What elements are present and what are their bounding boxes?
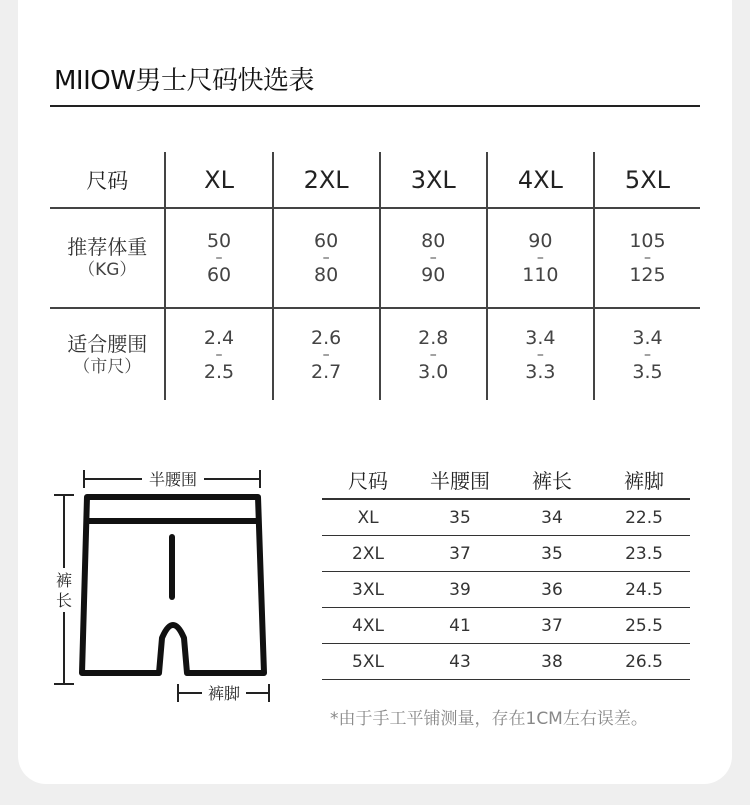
weight-max: 80 bbox=[314, 264, 339, 286]
col-header-leg-opening: 裤脚 bbox=[624, 468, 664, 493]
cell-length: 35 bbox=[541, 543, 563, 564]
cell-length: 38 bbox=[541, 651, 563, 672]
size-col-4xl: 4XL bbox=[486, 152, 593, 207]
table-row bbox=[322, 500, 690, 536]
waist-max: 3.3 bbox=[525, 360, 556, 383]
weight-max: 90 bbox=[421, 264, 446, 286]
weight-cell bbox=[593, 209, 700, 307]
waist-cell bbox=[593, 309, 700, 400]
range-dash: – bbox=[429, 250, 437, 266]
weight-cell bbox=[164, 209, 271, 307]
size-quick-table bbox=[50, 152, 700, 398]
cell-leg-opening: 25.5 bbox=[625, 615, 663, 636]
weight-label-cell bbox=[50, 209, 164, 307]
cell-half-waist: 41 bbox=[449, 615, 471, 636]
waist-max: 3.0 bbox=[418, 360, 449, 383]
cell-size: 4XL bbox=[352, 615, 384, 636]
size-col-5xl: 5XL bbox=[593, 152, 700, 207]
weight-min: 105 bbox=[629, 230, 666, 252]
range-dash: – bbox=[536, 250, 544, 266]
size-col-2xl: 2XL bbox=[272, 152, 379, 207]
weight-max: 60 bbox=[206, 264, 232, 286]
cell-size: 3XL bbox=[352, 579, 384, 600]
weight-cell bbox=[272, 209, 379, 307]
shorts-measurement-diagram bbox=[50, 460, 280, 710]
cell-half-waist: 37 bbox=[449, 543, 471, 564]
waist-min: 2.4 bbox=[203, 326, 235, 349]
weight-max: 125 bbox=[629, 264, 666, 286]
size-header-row bbox=[50, 152, 700, 209]
waist-max: 2.5 bbox=[203, 360, 235, 383]
half-waist-label: 半腰围 bbox=[148, 470, 198, 489]
weight-min: 50 bbox=[206, 230, 232, 252]
weight-cell bbox=[486, 209, 593, 307]
table-row bbox=[322, 644, 690, 680]
cell-leg-opening: 22.5 bbox=[625, 507, 663, 528]
waist-max: 3.5 bbox=[632, 360, 663, 383]
table-row bbox=[322, 536, 690, 572]
waist-min: 2.6 bbox=[311, 326, 342, 349]
waist-min: 3.4 bbox=[632, 326, 663, 349]
size-col-3xl: 3XL bbox=[379, 152, 486, 207]
range-dash: – bbox=[643, 346, 651, 363]
cell-size: XL bbox=[357, 507, 379, 528]
cell-leg-opening: 26.5 bbox=[625, 651, 663, 672]
cell-half-waist: 35 bbox=[449, 507, 471, 528]
measurement-note: *由于手工平铺测量，存在1CM左右误差。 bbox=[330, 709, 648, 729]
table-row bbox=[322, 572, 690, 608]
measurement-table bbox=[322, 460, 690, 680]
length-label-top: 裤 bbox=[55, 571, 73, 590]
col-header-length: 裤长 bbox=[532, 468, 572, 493]
weight-max: 110 bbox=[522, 264, 559, 286]
cell-half-waist: 39 bbox=[449, 579, 471, 600]
range-dash: – bbox=[215, 250, 223, 266]
waist-min: 2.8 bbox=[418, 326, 449, 349]
cell-length: 37 bbox=[541, 615, 563, 636]
cell-half-waist: 43 bbox=[449, 651, 471, 672]
range-dash: – bbox=[429, 346, 437, 363]
cell-size: 2XL bbox=[352, 543, 384, 564]
waist-cell bbox=[164, 309, 271, 400]
leg-opening-label: 裤脚 bbox=[207, 684, 241, 703]
weight-label: 推荐体重 bbox=[67, 235, 148, 259]
table-row bbox=[322, 608, 690, 644]
waist-min: 3.4 bbox=[525, 326, 556, 349]
cell-size: 5XL bbox=[352, 651, 384, 672]
waist-cell bbox=[379, 309, 486, 400]
size-col-xl: XL bbox=[164, 152, 271, 207]
measurement-header-row bbox=[322, 460, 690, 500]
weight-min: 60 bbox=[314, 230, 339, 252]
range-dash: – bbox=[536, 346, 544, 363]
col-header-half-waist: 半腰围 bbox=[430, 468, 490, 493]
weight-row bbox=[50, 209, 700, 309]
cell-length: 34 bbox=[541, 507, 563, 528]
weight-min: 90 bbox=[528, 230, 553, 252]
cell-leg-opening: 24.5 bbox=[625, 579, 663, 600]
weight-unit: （KG） bbox=[78, 260, 137, 280]
weight-min: 80 bbox=[421, 230, 446, 252]
waist-cell bbox=[272, 309, 379, 400]
range-dash: – bbox=[215, 346, 223, 363]
range-dash: – bbox=[643, 250, 651, 266]
waist-cell bbox=[486, 309, 593, 400]
range-dash: – bbox=[322, 346, 330, 363]
length-label-bottom: 长 bbox=[55, 591, 73, 610]
waist-label: 适合腰围 bbox=[67, 331, 148, 356]
size-header-label: 尺码 bbox=[86, 168, 129, 193]
waist-unit: （市尺） bbox=[73, 356, 142, 377]
waist-label-cell bbox=[50, 309, 164, 400]
weight-cell bbox=[379, 209, 486, 307]
cell-leg-opening: 23.5 bbox=[625, 543, 663, 564]
waist-max: 2.7 bbox=[311, 360, 342, 383]
col-header-size: 尺码 bbox=[348, 468, 388, 493]
cell-length: 36 bbox=[541, 579, 563, 600]
page-title: MIIOW男士尺码快选表 bbox=[54, 66, 314, 96]
waist-row bbox=[50, 309, 700, 400]
range-dash: – bbox=[322, 250, 330, 266]
title-divider bbox=[50, 105, 700, 107]
